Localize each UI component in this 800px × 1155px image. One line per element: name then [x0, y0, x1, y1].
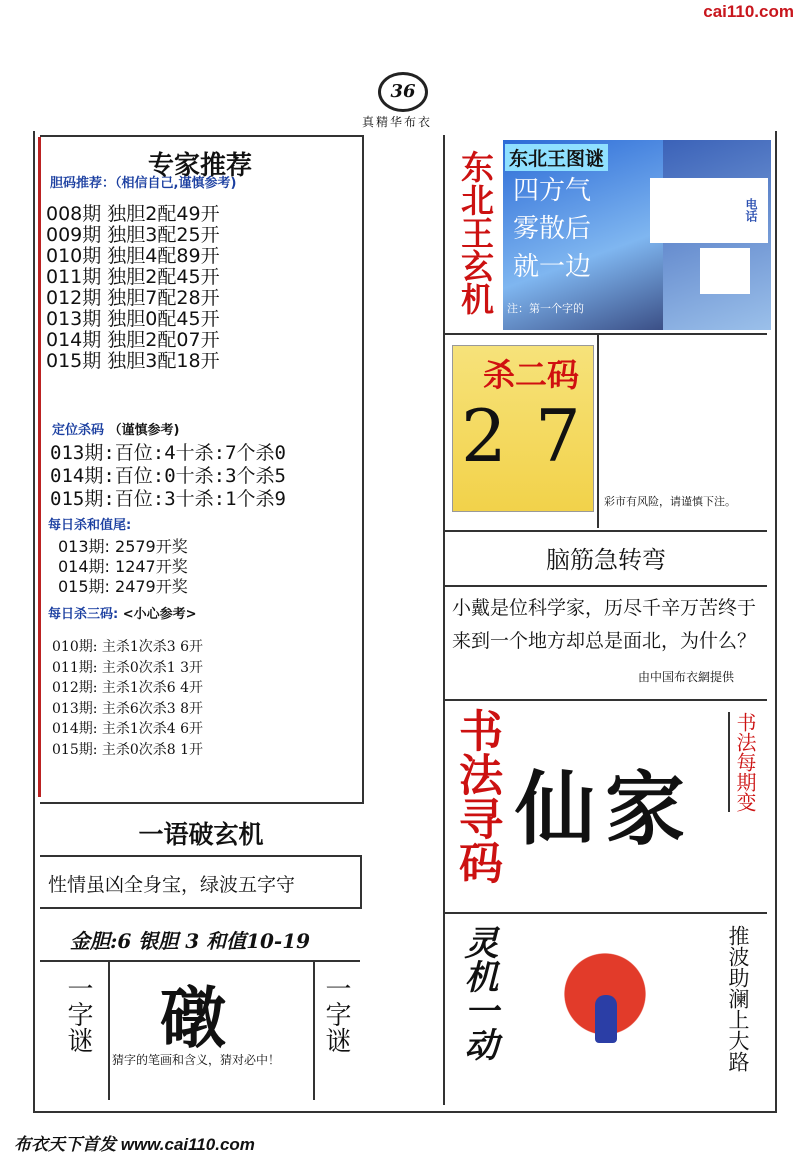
kill-two-panel	[452, 345, 594, 512]
list-item: 就一边	[513, 252, 592, 282]
brain-credit: 由中国布衣網提供	[638, 670, 735, 684]
northeast-side: 东北王玄机	[456, 150, 495, 315]
kill-digit-2: 7	[535, 394, 581, 478]
northeast-note: 注：第一个字的	[507, 302, 584, 315]
riddle-side-right: 一字谜	[321, 975, 351, 1053]
expert-panel	[40, 135, 364, 804]
northeast-image-title: 东北王图谜	[505, 144, 608, 171]
site-url[interactable]: cai110.com	[703, 2, 794, 21]
list-item: 014期 独胆2配07开	[46, 329, 220, 351]
yiyu-text: 性情虽凶全身宝，绿波五字守	[48, 874, 296, 896]
kill-risk-box	[597, 335, 599, 528]
brain-title: 脑筋急转弯	[546, 546, 666, 574]
list-item: 015期: 主杀0次杀8 1开	[52, 741, 204, 758]
inspiration-row	[445, 912, 767, 914]
kill-risk: 彩市有风险，请谨慎下注。	[604, 495, 736, 508]
phone-box	[650, 178, 768, 243]
expert-subtitle: 胆码推荐：（相信自己,谨慎参考)	[50, 176, 237, 191]
daily-three-note: <小心参考>	[122, 607, 197, 622]
list-item: 012期 独胆7配28开	[46, 287, 220, 309]
logo-icon: 36	[378, 72, 428, 112]
daily-three-title	[48, 603, 197, 622]
list-item: 雾散后	[513, 214, 592, 244]
inspiration-side: 灵机一动	[458, 925, 498, 1061]
daily-three-label: 每日杀三码:	[48, 607, 119, 622]
footer-text: 布衣天下首发 www.cai110.com	[14, 1135, 255, 1154]
yiyu-title: 一语破玄机	[138, 820, 264, 849]
list-item: 011期 独胆2配45开	[46, 266, 220, 288]
northeast-lines	[513, 172, 591, 286]
brain-question: 小戴是位科学家，历尽千辛万苦终于来到一个地方却总是面北，为什么？	[452, 597, 757, 652]
list-item: 014期: 主杀1次杀4 6开	[52, 721, 204, 737]
position-kill-title	[52, 419, 180, 438]
mechanic-figure	[595, 995, 617, 1043]
position-kill-list	[50, 442, 286, 511]
riddle-char: 礅	[160, 979, 226, 1057]
list-item: 013期: 2579开奖	[58, 537, 188, 556]
riddle-side-left: 一字谜	[63, 975, 93, 1053]
list-item: 015期:百位:3十杀:1个杀9	[50, 488, 286, 510]
list-item: 011期: 主杀0次杀1 3开	[52, 659, 204, 676]
position-kill-label: 定位杀码	[52, 423, 105, 438]
list-item: 015期 独胆3配18开	[46, 350, 220, 372]
logo-caption: 真精华布衣	[362, 115, 433, 129]
calligraphy-right: 书法每期变	[728, 712, 758, 812]
phone-label: 电话	[744, 198, 758, 222]
riddle-hint: 猜字的笔画和含义，猜对必中！	[112, 1053, 281, 1067]
list-item: 013期 独胆0配45开	[46, 308, 220, 330]
list-item: 013期:百位:4十杀:7个杀0	[50, 442, 286, 464]
expert-list	[46, 204, 220, 372]
list-item: 010期 独胆4配89开	[46, 245, 220, 267]
inspiration-right: 推波助澜上大路	[726, 925, 750, 1072]
daily-three-list	[52, 637, 203, 760]
gold-line: 金胆:6 银胆 3 和值10-19	[70, 929, 311, 953]
list-item: 010期: 主杀1次杀3 6开	[52, 639, 204, 655]
daily-sum-list	[58, 537, 188, 597]
list-item: 014期:百位:0十杀:3个杀5	[50, 465, 286, 487]
kill-two-label: 杀二码	[483, 356, 580, 394]
northeast-image	[503, 140, 663, 330]
list-item: 013期: 主杀6次杀3 8开	[52, 700, 204, 717]
car-image	[545, 940, 665, 1060]
white-patch	[700, 248, 750, 294]
calligraphy-side: 书法寻码	[451, 708, 502, 884]
list-item: 009期 独胆3配25开	[46, 224, 220, 246]
position-kill-note: （谨慎参考)	[108, 423, 180, 438]
list-item: 008期 独胆2配49开	[46, 203, 220, 225]
list-item: 014期: 1247开奖	[58, 557, 188, 576]
calligraphy-chars: 仙家	[515, 762, 695, 856]
expert-title: 专家推荐	[147, 151, 252, 181]
daily-sum-title: 每日杀和值尾:	[48, 518, 132, 533]
list-item: 四方气	[513, 176, 592, 206]
list-item: 015期: 2479开奖	[58, 577, 188, 596]
list-item: 012期: 主杀1次杀6 4开	[52, 680, 204, 696]
kill-digit-1: 2	[461, 394, 507, 478]
